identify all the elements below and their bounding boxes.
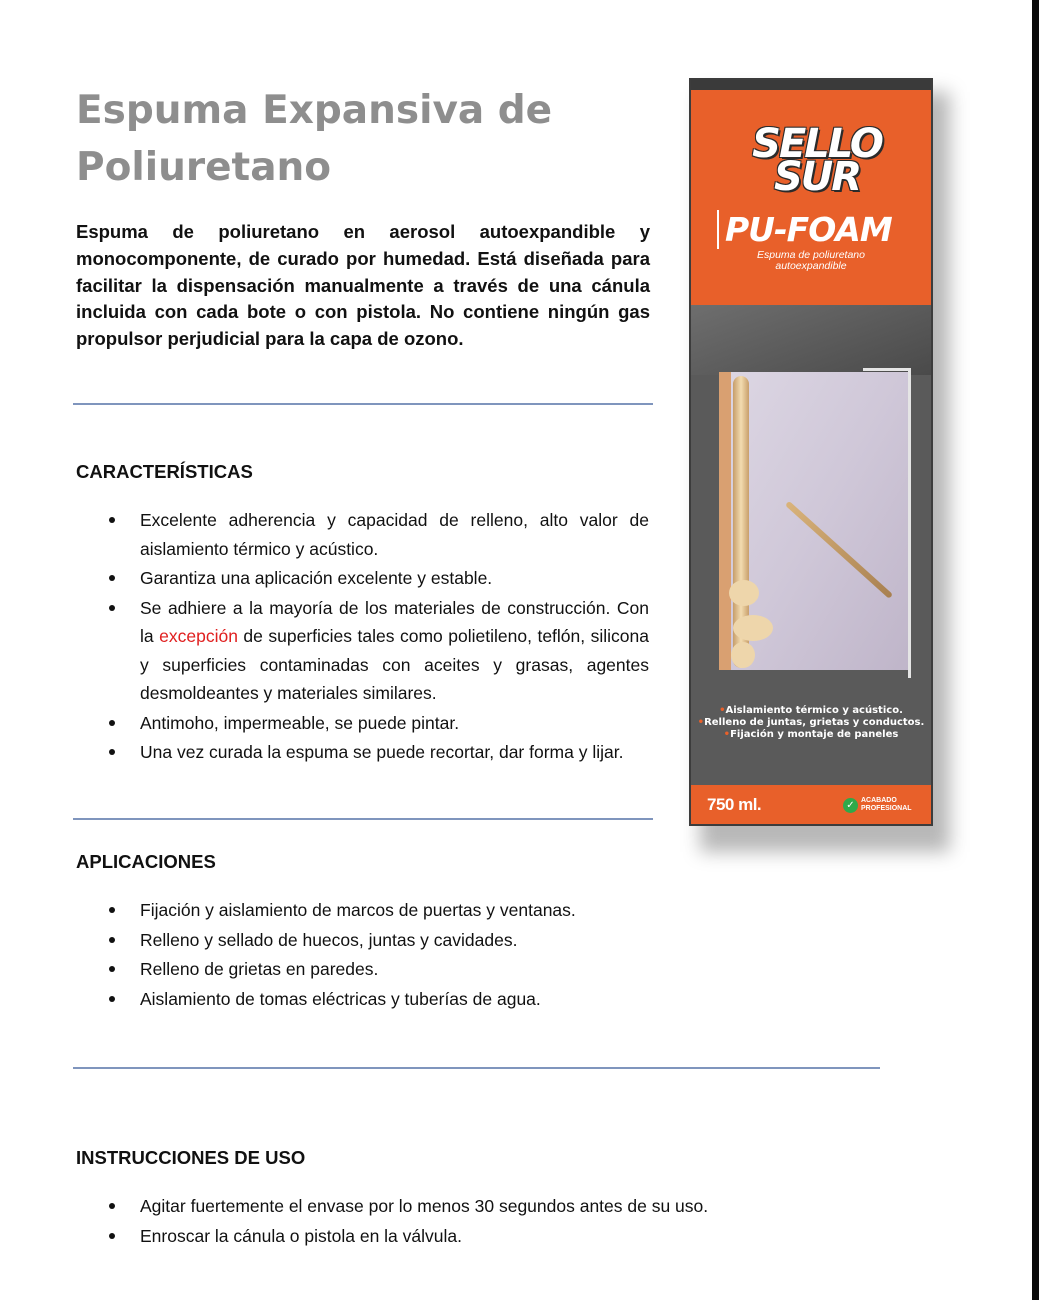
aplicaciones-list [106, 896, 726, 1014]
list-item: Aislamiento de tomas eléctricas y tuberías de agua. [106, 985, 726, 1014]
list-item: Antimoho, impermeable, se puede pintar. [106, 709, 649, 738]
volume-label: 750 ml. [707, 795, 762, 814]
brand-line-2: SUR [773, 154, 861, 200]
caracteristicas-list [106, 506, 649, 768]
brand-logo [751, 121, 883, 200]
can-label-bottom [691, 785, 931, 826]
can-features [691, 705, 931, 741]
list-item: Enroscar la cánula o pistola en la válvula. [106, 1222, 866, 1251]
product-name: PU-FOAM [717, 210, 933, 249]
instrucciones-heading: INSTRUCCIONES DE USO [76, 1147, 306, 1168]
subtitle-line-1: Espuma de poliuretano [757, 249, 865, 261]
list-item: Fijación y aislamiento de marcos de puertas y ventanas. [106, 896, 726, 925]
list-item: Excelente adherencia y capacidad de relleno, alto valor de aislamiento térmico y acústico. [106, 506, 649, 563]
product-can-image [689, 78, 933, 826]
section-divider [73, 818, 653, 820]
instrucciones-list [106, 1192, 866, 1251]
aplicaciones-heading: APLICACIONES [76, 851, 216, 872]
foam-blob [733, 615, 773, 641]
can-band [691, 305, 931, 375]
list-item: Relleno de grietas en paredes. [106, 955, 726, 984]
list-item: Garantiza una aplicación excelente y estable. [106, 564, 649, 593]
title-line-2: Poliuretano [76, 145, 332, 190]
can-feature: •Fijación y montaje de paneles [723, 729, 899, 740]
professional-badge: ACABADO PROFESIONAL [861, 797, 912, 812]
caracteristicas-heading: CARACTERÍSTICAS [76, 461, 253, 482]
item-text: Se adhiere a la mayoría de los materiales de construcción. Con la [140, 597, 649, 646]
list-item: Relleno y sellado de huecos, juntas y cavidades. [106, 926, 726, 955]
highlight-text: excepción [159, 626, 238, 646]
brand-line-1: SELLO [752, 121, 882, 167]
can-feature: •Aislamiento térmico y acústico. [719, 705, 903, 716]
can-feature: •Relleno de juntas, grietas y conductos. [697, 717, 925, 728]
section-divider [73, 403, 653, 405]
checkmark-icon: ✓ [843, 798, 858, 813]
photo-frame [863, 368, 911, 678]
subtitle-line-2: autoexpandible [775, 260, 847, 272]
product-subtitle [721, 250, 901, 272]
page-edge [1032, 0, 1039, 1300]
list-item: Una vez curada la espuma se puede recortar, dar forma y lijar. [106, 738, 649, 767]
section-divider [73, 1067, 880, 1069]
page-title [76, 82, 656, 196]
list-item [106, 594, 649, 708]
item-text: de superficies tales como polietileno, teflón, silicona y superficies contaminadas con aceites y grasas, agentes desmoldeantes y materiales similares. [140, 626, 649, 703]
title-line-1: Espuma Expansiva de [76, 88, 553, 133]
foam-blob [731, 642, 755, 668]
intro-paragraph: Espuma de poliuretano en aerosol autoexpandible y monocomponente, de curado por humedad. Está diseñada para facilitar la dispensación manualmente a través de una cánula incluida con cada bote o con pistola. No contiene ningún gas propulsor perjudicial para la capa de ozono. [76, 221, 650, 350]
foam-blob [729, 580, 759, 606]
list-item: Agitar fuertemente el envase por lo menos 30 segundos antes de su uso. [106, 1192, 866, 1221]
